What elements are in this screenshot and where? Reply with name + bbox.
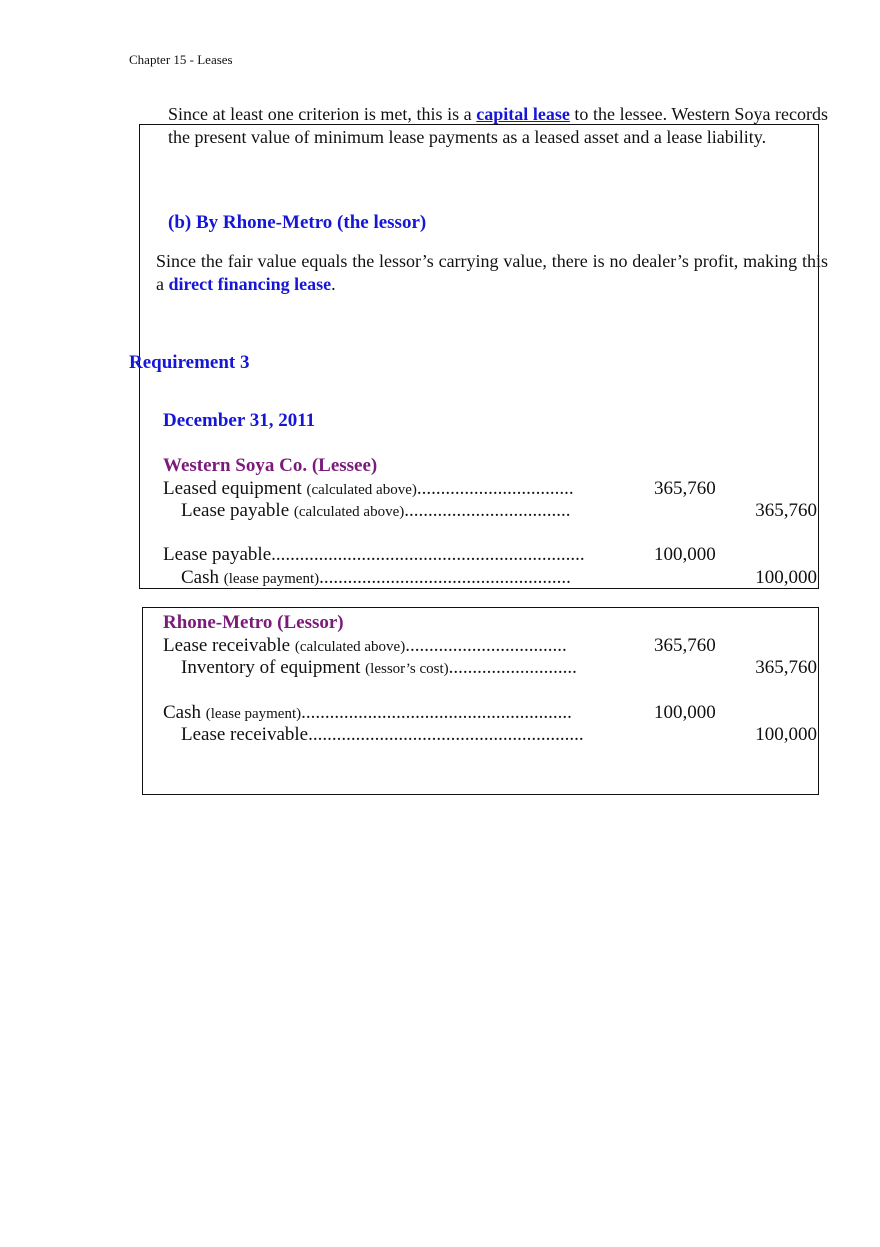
journal-row: Cash (lease payment)..................................................... 100,000 bbox=[181, 567, 817, 588]
account-name: Lease payable bbox=[163, 544, 272, 565]
journal-row: Leased equipment (calculated above)................................. 365,760 bbox=[163, 478, 716, 499]
account-name: Inventory of equipment bbox=[181, 657, 361, 678]
account-note: (calculated above) bbox=[293, 504, 405, 520]
requirement-heading: Requirement 3 bbox=[129, 352, 250, 373]
paragraph-direct-financing: Since the fair value equals the lessor’s carrying value, there is no dealer’s profit, making this a direct financing lease. bbox=[156, 251, 828, 294]
section-b-heading: (b) By Rhone-Metro (the lessor) bbox=[168, 212, 427, 233]
debit-amount: 365,760 bbox=[654, 635, 716, 656]
account-name: Leased equipment bbox=[163, 478, 302, 499]
direct-financing-highlight: direct financing lease bbox=[168, 274, 332, 294]
account-note: (lessor’s cost) bbox=[365, 661, 449, 677]
debit-amount: 100,000 bbox=[654, 702, 716, 723]
capital-lease-link[interactable]: capital lease bbox=[476, 104, 570, 124]
account-note: (calculated above) bbox=[294, 639, 406, 655]
account-name: Lease payable bbox=[181, 500, 290, 521]
paragraph-capital-lease: Since at least one criterion is met, this is a capital lease to the lessee. Western Soya records the present value of minimum lease payments as a leased asset and a lease liability. bbox=[168, 104, 828, 147]
page-header: Chapter 15 - Leases bbox=[129, 52, 233, 67]
lessee-title: Western Soya Co. (Lessee) bbox=[163, 455, 378, 476]
account-note: (calculated above) bbox=[306, 482, 417, 498]
account-name: Lease receivable bbox=[163, 635, 291, 656]
credit-amount: 100,000 bbox=[755, 567, 817, 588]
debit-amount: 100,000 bbox=[654, 544, 716, 565]
journal-row: Lease payable.................................................................. 100,000 bbox=[163, 544, 716, 565]
journal-row: Lease payable (calculated above)................................... 365,760 bbox=[181, 500, 817, 521]
account-note: (lease payment) bbox=[205, 706, 302, 722]
debit-amount: 365,760 bbox=[654, 478, 716, 499]
journal-row: Lease receivable.......................................................... 100,000 bbox=[181, 724, 817, 745]
journal-row: Lease receivable (calculated above).................................. 365,760 bbox=[163, 635, 716, 656]
credit-amount: 100,000 bbox=[755, 724, 817, 745]
account-name: Lease receivable bbox=[181, 724, 309, 745]
journal-row: Inventory of equipment (lessor’s cost)........................... 365,760 bbox=[181, 657, 817, 678]
account-name: Cash bbox=[163, 702, 201, 723]
account-note: (lease payment) bbox=[223, 571, 320, 587]
journal-row: Cash (lease payment)......................................................... 100,000 bbox=[163, 702, 716, 723]
account-name: Cash bbox=[181, 567, 219, 588]
credit-amount: 365,760 bbox=[755, 500, 817, 521]
credit-amount: 365,760 bbox=[755, 657, 817, 678]
lessor-title: Rhone-Metro (Lessor) bbox=[163, 612, 344, 633]
date-heading: December 31, 2011 bbox=[163, 410, 316, 431]
